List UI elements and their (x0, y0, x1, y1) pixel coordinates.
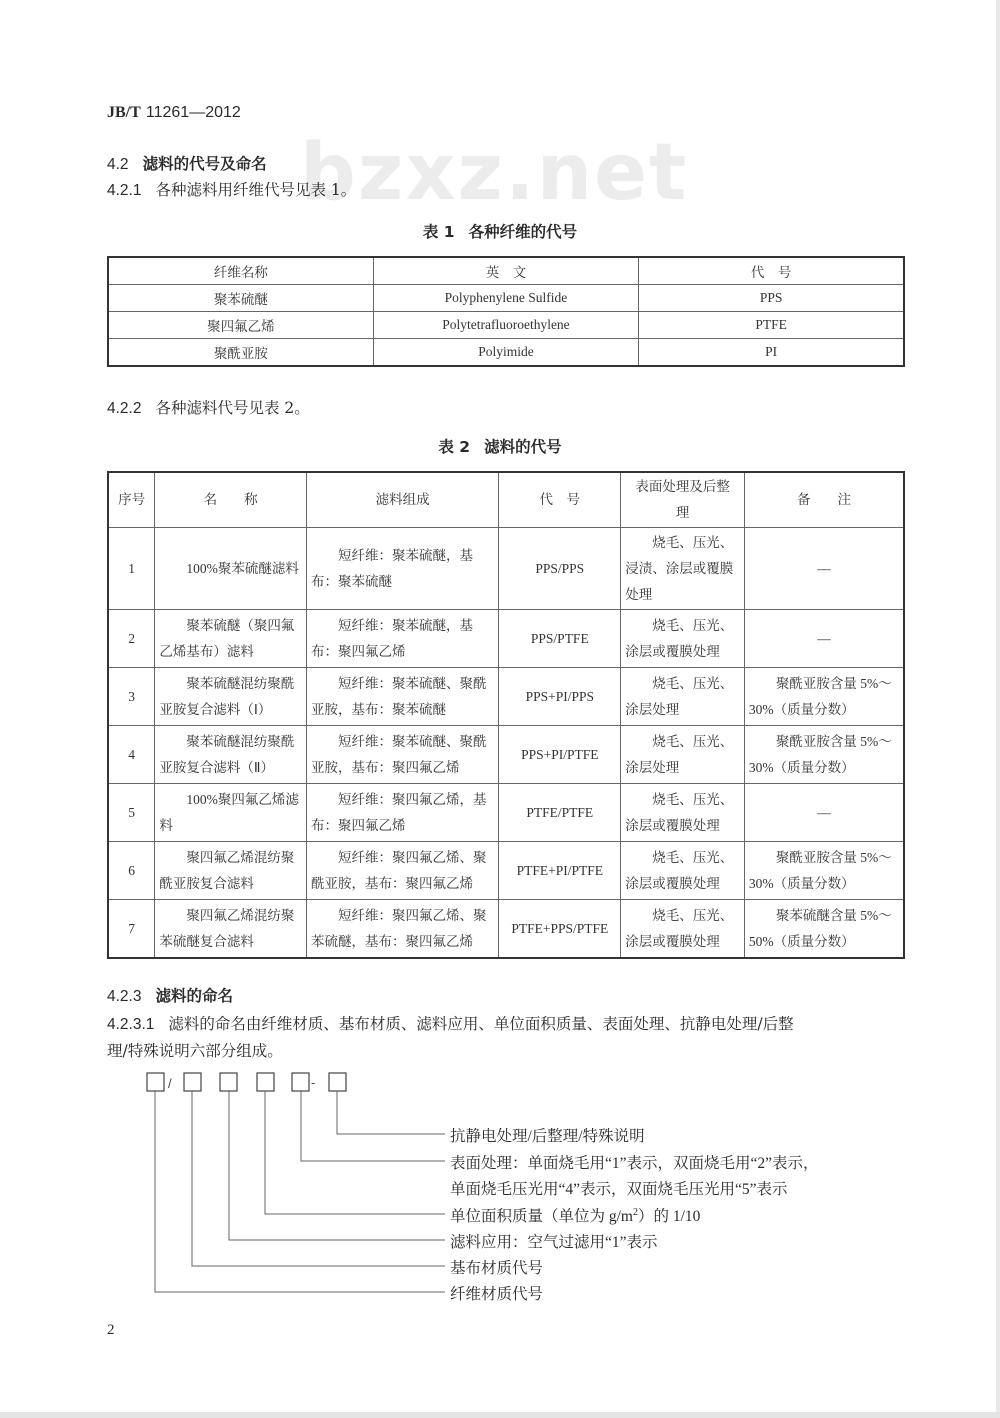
clause-4-2-2 (107, 396, 310, 418)
remark-cell: 聚酰亚胺含量 5%～30%（质量分数） (744, 726, 904, 784)
clause-number: 4.2.1 (107, 182, 142, 199)
header-cell: 英 文 (373, 257, 639, 285)
remark-cell: 聚酰亚胺含量 5%～30%（质量分数） (744, 668, 904, 726)
section-heading-4-2-3 (107, 984, 233, 1006)
code-box-special (329, 1073, 346, 1091)
clause-text-line1: 滤料的命名由纤维材质、基布材质、滤料应用、单位面积质量、表面处理、抗静电处理/后整 (168, 1015, 794, 1033)
index-cell: 6 (108, 842, 155, 900)
table1-caption-number: 表 1 (422, 223, 455, 241)
index-cell: 1 (108, 528, 155, 610)
composition-cell: 短纤维：聚四氟乙烯，基布：聚四氟乙烯 (306, 784, 498, 842)
english-name-cell: Polytetrafluoroethylene (373, 312, 639, 339)
table2-caption-title: 滤料的代号 (484, 438, 562, 456)
table1-fiber-codes (107, 256, 905, 367)
section-number: 4.2 (107, 156, 129, 173)
dash-separator: - (311, 1075, 316, 1090)
code-cell: PPS (639, 285, 904, 312)
composition-cell: 短纤维：聚四氟乙烯、聚酰亚胺，基布：聚四氟乙烯 (306, 842, 498, 900)
code-box-fiber (147, 1073, 164, 1091)
table-row (108, 784, 904, 842)
treatment-cell: 烧毛、压光、涂层或覆膜处理 (621, 610, 745, 668)
code-cell: PTFE+PPS/PTFE (499, 900, 621, 959)
table-header-row (108, 472, 904, 528)
code-cell: PPS/PPS (499, 528, 621, 610)
index-cell: 4 (108, 726, 155, 784)
clause-number: 4.2.3.1 (107, 1016, 155, 1033)
label-surface-treatment-cont: 单面烧毛压光用“4”表示，双面烧毛压光用“5”表示 (450, 1181, 788, 1198)
section-number: 4.2.3 (107, 988, 142, 1005)
table-row (108, 610, 904, 668)
fiber-name-cell: 聚四氟乙烯 (108, 312, 373, 339)
code-cell: PPS/PTFE (499, 610, 621, 668)
name-cell: 聚四氟乙烯混纺聚酰亚胺复合滤料 (155, 842, 307, 900)
code-cell: PPS+PI/PPS (499, 668, 621, 726)
treatment-cell: 烧毛、压光、涂层或覆膜处理 (621, 784, 745, 842)
header-cell: 表面处理及后整理 (621, 472, 745, 528)
label-unit-mass-a: 单位面积质量（单位为 g/m (450, 1208, 633, 1225)
code-box-application (220, 1073, 237, 1091)
code-cell: PPS+PI/PTFE (499, 726, 621, 784)
clause-text: 各种滤料用纤维代号见表 1。 (155, 181, 357, 199)
label-unit-mass (450, 1204, 700, 1226)
standard-prefix: JB/T (107, 104, 141, 121)
english-name-cell: Polyphenylene Sulfide (373, 285, 639, 312)
clause-number: 4.2.2 (107, 400, 142, 417)
header-cell: 代 号 (639, 257, 904, 285)
name-cell: 聚苯硫醚（聚四氟乙烯基布）滤料 (155, 610, 307, 668)
label-base-material: 基布材质代号 (450, 1260, 544, 1277)
remark-cell: — (744, 784, 904, 842)
label-application: 滤料应用：空气过滤用“1”表示 (450, 1234, 658, 1251)
english-name-cell: Polyimide (373, 339, 639, 367)
table-row (108, 339, 904, 367)
table-row (108, 842, 904, 900)
treatment-cell: 烧毛、压光、涂层或覆膜处理 (621, 842, 745, 900)
header-cell: 名 称 (155, 472, 307, 528)
treatment-cell: 烧毛、压光、涂层处理 (621, 668, 745, 726)
table-row (108, 668, 904, 726)
index-cell: 3 (108, 668, 155, 726)
treatment-cell: 烧毛、压光、涂层或覆膜处理 (621, 900, 745, 959)
standard-code: 11261—2012 (145, 104, 241, 121)
page-edge (996, 0, 1000, 1418)
page-number: 2 (107, 1322, 115, 1338)
table-row (108, 528, 904, 610)
composition-cell: 短纤维：聚苯硫醚，基布：聚苯硫醚 (306, 528, 498, 610)
header-cell: 滤料组成 (306, 472, 498, 528)
table2-caption (0, 435, 1000, 457)
section-title: 滤料的命名 (155, 987, 233, 1005)
slash-separator: / (168, 1076, 172, 1091)
code-cell: PTFE (639, 312, 904, 339)
name-cell: 100%聚四氟乙烯滤料 (155, 784, 307, 842)
name-cell: 聚苯硫醚混纺聚酰亚胺复合滤料（Ⅰ） (155, 668, 307, 726)
page-edge (0, 1412, 1000, 1418)
label-surface-treatment: 表面处理：单面烧毛用“1”表示，双面烧毛用“2”表示， (450, 1155, 819, 1172)
watermark: bzxz.net (300, 128, 689, 218)
code-box-base (184, 1073, 201, 1091)
remark-cell: 聚酰亚胺含量 5%～30%（质量分数） (744, 842, 904, 900)
table2-caption-number: 表 2 (438, 438, 471, 456)
code-box-surface (292, 1073, 309, 1091)
clause-4-2-1 (107, 178, 356, 200)
treatment-cell: 烧毛、压光、浸渍、涂层或覆膜处理 (621, 528, 745, 610)
treatment-cell: 烧毛、压光、涂层处理 (621, 726, 745, 784)
table-row (108, 900, 904, 959)
composition-cell: 短纤维：聚苯硫醚、聚酰亚胺，基布：聚苯硫醚 (306, 668, 498, 726)
table-row (108, 312, 904, 339)
code-cell: PTFE+PI/PTFE (499, 842, 621, 900)
clause-4-2-3-1 (107, 1011, 907, 1064)
remark-cell: 聚苯硫醚含量 5%～50%（质量分数） (744, 900, 904, 959)
index-cell: 2 (108, 610, 155, 668)
name-cell: 聚苯硫醚混纺聚酰亚胺复合滤料（Ⅱ） (155, 726, 307, 784)
code-box-mass (257, 1073, 274, 1091)
section-heading-4-2 (107, 152, 267, 174)
table1-caption-title: 各种纤维的代号 (468, 223, 578, 241)
composition-cell: 短纤维：聚苯硫醚、聚酰亚胺，基布：聚四氟乙烯 (306, 726, 498, 784)
table-header-row (108, 257, 904, 285)
header-cell: 代 号 (499, 472, 621, 528)
label-fiber-material: 纤维材质代号 (450, 1286, 544, 1303)
table2-filter-codes (107, 471, 905, 959)
composition-cell: 短纤维：聚苯硫醚，基布：聚四氟乙烯 (306, 610, 498, 668)
name-cell: 聚四氟乙烯混纺聚苯硫醚复合滤料 (155, 900, 307, 959)
header-cell: 序号 (108, 472, 155, 528)
index-cell: 7 (108, 900, 155, 959)
header-cell: 纤维名称 (108, 257, 373, 285)
table-row (108, 726, 904, 784)
remark-cell: — (744, 528, 904, 610)
fiber-name-cell: 聚苯硫醚 (108, 285, 373, 312)
label-antistatic: 抗静电处理/后整理/特殊说明 (450, 1128, 645, 1145)
fiber-name-cell: 聚酰亚胺 (108, 339, 373, 367)
remark-cell: — (744, 610, 904, 668)
code-cell: PTFE/PTFE (499, 784, 621, 842)
table1-caption (0, 220, 1000, 242)
label-unit-mass-b: ）的 1/10 (638, 1208, 701, 1225)
header-cell: 备 注 (744, 472, 904, 528)
section-title: 滤料的代号及命名 (142, 155, 267, 173)
clause-text: 各种滤料代号见表 2。 (155, 399, 310, 417)
standard-number (107, 102, 241, 122)
composition-cell: 短纤维：聚四氟乙烯、聚苯硫醚，基布：聚四氟乙烯 (306, 900, 498, 959)
table-row (108, 285, 904, 312)
name-cell: 100%聚苯硫醚滤料 (155, 528, 307, 610)
clause-text-line2: 理/特殊说明六部分组成。 (107, 1042, 283, 1060)
label-unit-mass-sup: 2 (633, 1206, 638, 1218)
index-cell: 5 (108, 784, 155, 842)
code-cell: PI (639, 339, 904, 367)
